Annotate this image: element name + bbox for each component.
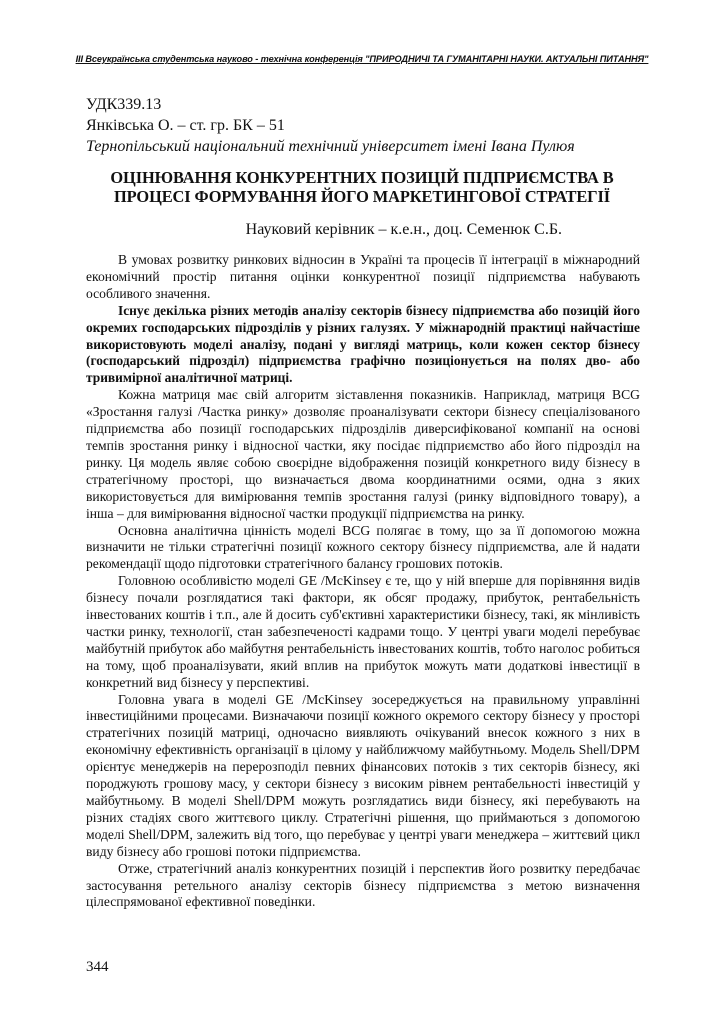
author-line: Янківська О. – ст. гр. БК – 51 [86,117,285,134]
paragraph: Отже, стратегічний аналіз конкурентних позицій і перспектив його розвитку передбачає застосування ретельного аналізу секторів бізнесу підприємства з метою визначення цілеспрямованої ефективної поведінки. [86,860,640,910]
page-number: 344 [86,959,109,975]
paragraph: Головна увага в моделі GE /McKinsey зосереджується на правильному управлінні інвестиційними процесами. Визначаючи позиції кожного окремого сектору бізнесу у просторі стратегічних позицій матриці, одночасно виявляють очікуваний внесок кожного з них в економічну ефективність організації в цілому у найближчому майбутньому. Модель Shell/DPM орієнтує менеджерів на перерозподіл певних фінансових потоків з тих секторів бізнесу, які породжують грошову масу, у сектори бізнесу з високим рівнем рентабельності інвестицій у майбутньому. В моделі Shell/DPM можуть розглядатись види бізнесу, які перебувають на різних стадіях свого життєвого циклу. Стратегічні рішення, що приймаються з допомогою моделі Shell/DPM, залежить від того, що перебуває у центрі уваги менеджера – життєвий цикл виду бізнесу або грошові потоки підприємства. [86,691,640,859]
paragraph: Основна аналітична цінність моделі BCG полягає в тому, що за її допомогою можна визначити не тільки стратегічні позиції кожного сектору бізнесу підприємства, але й надати рекомендації щодо підготовки стратегічного балансу грошових потоків. [86,522,640,572]
running-header: III Всеукраїнська студентська науково - технічна конференція "ПРИРОДНИЧІ ТА ГУМАНІТАРНІ НАУКИ. АКТУАЛЬНІ ПИТАННЯ" [75,54,649,64]
paragraph: В умовах розвитку ринкових відносин в Україні та процесів її інтеграції в міжнародний економічний простір питання оцінки конкурентної позиції підприємства набувають особливого значення. [86,252,640,301]
paragraph-bold: Існує декілька різних методів аналізу секторів бізнесу підприємства або позицій його окремих господарських підрозділів у різних галузях. У міжнародній практиці найчастіше використовують моделі аналізу, подані у вигляді матриць, коли кожен сектор бізнесу (господарський підрозділ) підприємства графічно позиціонується на полях дво- або тривимірної аналітичної матриці. [86,302,640,386]
body-text [86,252,640,911]
author-meta [86,94,646,157]
affiliation: Тернопільський національний технічний університет імені Івана Пулюя [86,138,575,155]
supervisor-text: Науковий керівник – к.е.н., доц. Семенюк С.Б. [245,221,562,238]
supervisor-line [86,220,646,240]
paper-title: ОЦІНЮВАННЯ КОНКУРЕНТНИХ ПОЗИЦІЙ ПІДПРИЄМСТВА В ПРОЦЕСІ ФОРМУВАННЯ ЙОГО МАРКЕТИНГОВОЇ СТРАТЕГІЇ [110,168,614,206]
paragraph: Кожна матриця має свій алгоритм зіставлення показників. Наприклад, матриця BCG «Зростання галузі /Частка ринку» дозволяє проаналізувати сектори бізнесу спеціалізованого підприємства або позиції господарських підрозділів диверсифікованої компанії на основі темпів зростання ринку і відносної частки, яку посідає підприємство або його підрозділ на ринку. Ця модель являє собою своєрідне відображення позицій конкретного виду бізнесу в стратегічному просторі, що визначається двома координатними осями, одна з яких використовується для вимірювання темпів зростання галузі (ринку відповідного товару), а інша – для вимірювання відносної частки продукції підприємства на ринку. [86,387,640,521]
paragraph: Головною особливістю моделі GE /McKinsey є те, що у ній вперше для порівняння видів бізнесу почали розглядатися такі фактори, як обсяг продажу, прибуток, рентабельність інвестованих коштів і т.п., але й досить суб'єктивні характеристики бізнесу, такі, як мінливість частки ринку, технології, стан забезпеченості кадрами тощо. У центрі уваги моделі перебуває майбутній прибуток або майбутня рентабельність інвестованих коштів, тобто наголос робиться на тому, щоб проаналізувати, який вплив на прибуток можуть мати додаткові інвестиції в конкретний вид бізнесу у перспективі. [86,573,640,690]
udc-code: УДК339.13 [86,96,162,113]
